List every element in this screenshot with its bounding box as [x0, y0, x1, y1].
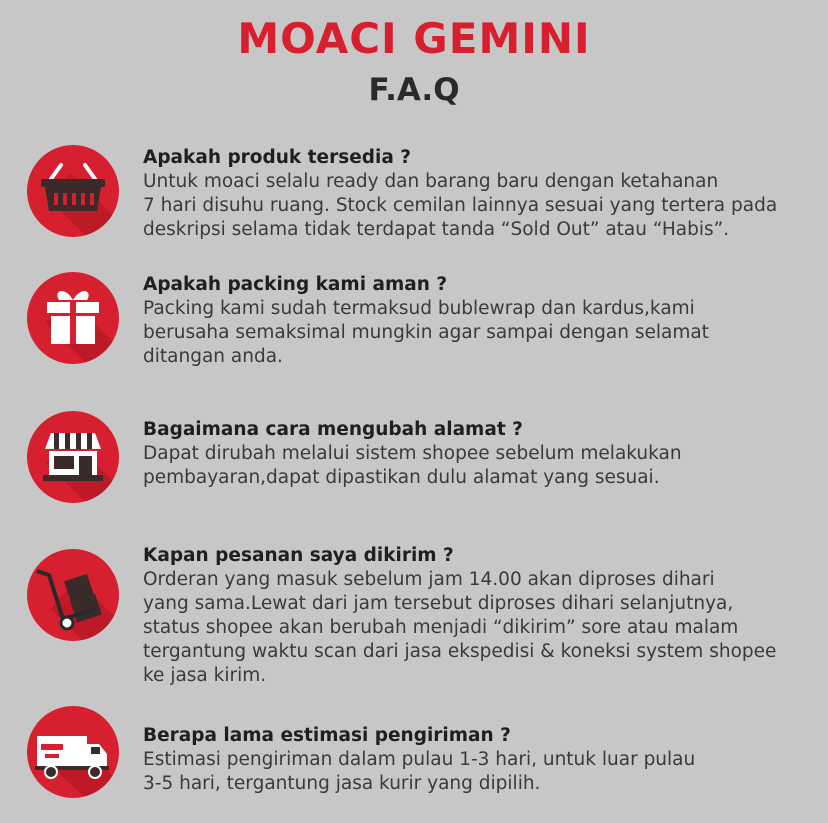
- answer-line: status shopee akan berubah menjadi “dikirim” sore atau malam: [143, 617, 739, 638]
- faq-question: Apakah packing kami aman ?: [143, 274, 448, 295]
- answer-line: tergantung waktu scan dari jasa ekspedisi & koneksi system shopee: [143, 641, 777, 662]
- answer-line: Orderan yang masuk sebelum jam 14.00 akan diproses dihari: [143, 569, 715, 590]
- faq-answer: [143, 442, 682, 490]
- faq-question: Kapan pesanan saya dikirim ?: [143, 545, 454, 566]
- brand-title: MOACI GEMINI: [237, 14, 591, 63]
- faq-answer: [143, 170, 777, 242]
- answer-line: yang sama.Lewat dari jam tersebut diproses dihari selanjutnya,: [143, 593, 734, 614]
- storefront-icon: [27, 411, 119, 503]
- answer-line: ditangan anda.: [143, 346, 283, 367]
- delivery-truck-icon: [27, 706, 119, 798]
- answer-line: 7 hari disuhu ruang. Stock cemilan lainnya sesuai yang tertera pada: [143, 195, 778, 216]
- answer-line: berusaha semaksimal mungkin agar sampai dengan selamat: [143, 322, 709, 343]
- answer-line: ke jasa kirim.: [143, 665, 267, 686]
- answer-line: Packing kami sudah termaksud bublewrap dan kardus,kami: [143, 298, 695, 319]
- answer-line: Estimasi pengiriman dalam pulau 1-3 hari, untuk luar pulau: [143, 749, 696, 770]
- faq-question: Berapa lama estimasi pengiriman ?: [143, 725, 511, 746]
- faq-answer: [143, 297, 709, 369]
- faq-answer: [143, 748, 695, 796]
- faq-question: Apakah produk tersedia ?: [143, 147, 411, 168]
- answer-line: Untuk moaci selalu ready dan barang baru dengan ketahanan: [143, 171, 719, 192]
- faq-question: Bagaimana cara mengubah alamat ?: [143, 419, 523, 440]
- faq-answer: [143, 568, 776, 688]
- shopping-basket-icon: [27, 145, 119, 237]
- hand-truck-icon: [27, 549, 119, 641]
- answer-line: Dapat dirubah melalui sistem shopee sebelum melakukan: [143, 443, 682, 464]
- gift-box-icon: [27, 272, 119, 364]
- page-subtitle: F.A.Q: [368, 72, 460, 108]
- answer-line: pembayaran,dapat dipastikan dulu alamat yang sesuai.: [143, 467, 660, 488]
- answer-line: 3-5 hari, tergantung jasa kurir yang dipilih.: [143, 773, 541, 794]
- answer-line: deskripsi selama tidak terdapat tanda “Sold Out” atau “Habis”.: [143, 219, 730, 240]
